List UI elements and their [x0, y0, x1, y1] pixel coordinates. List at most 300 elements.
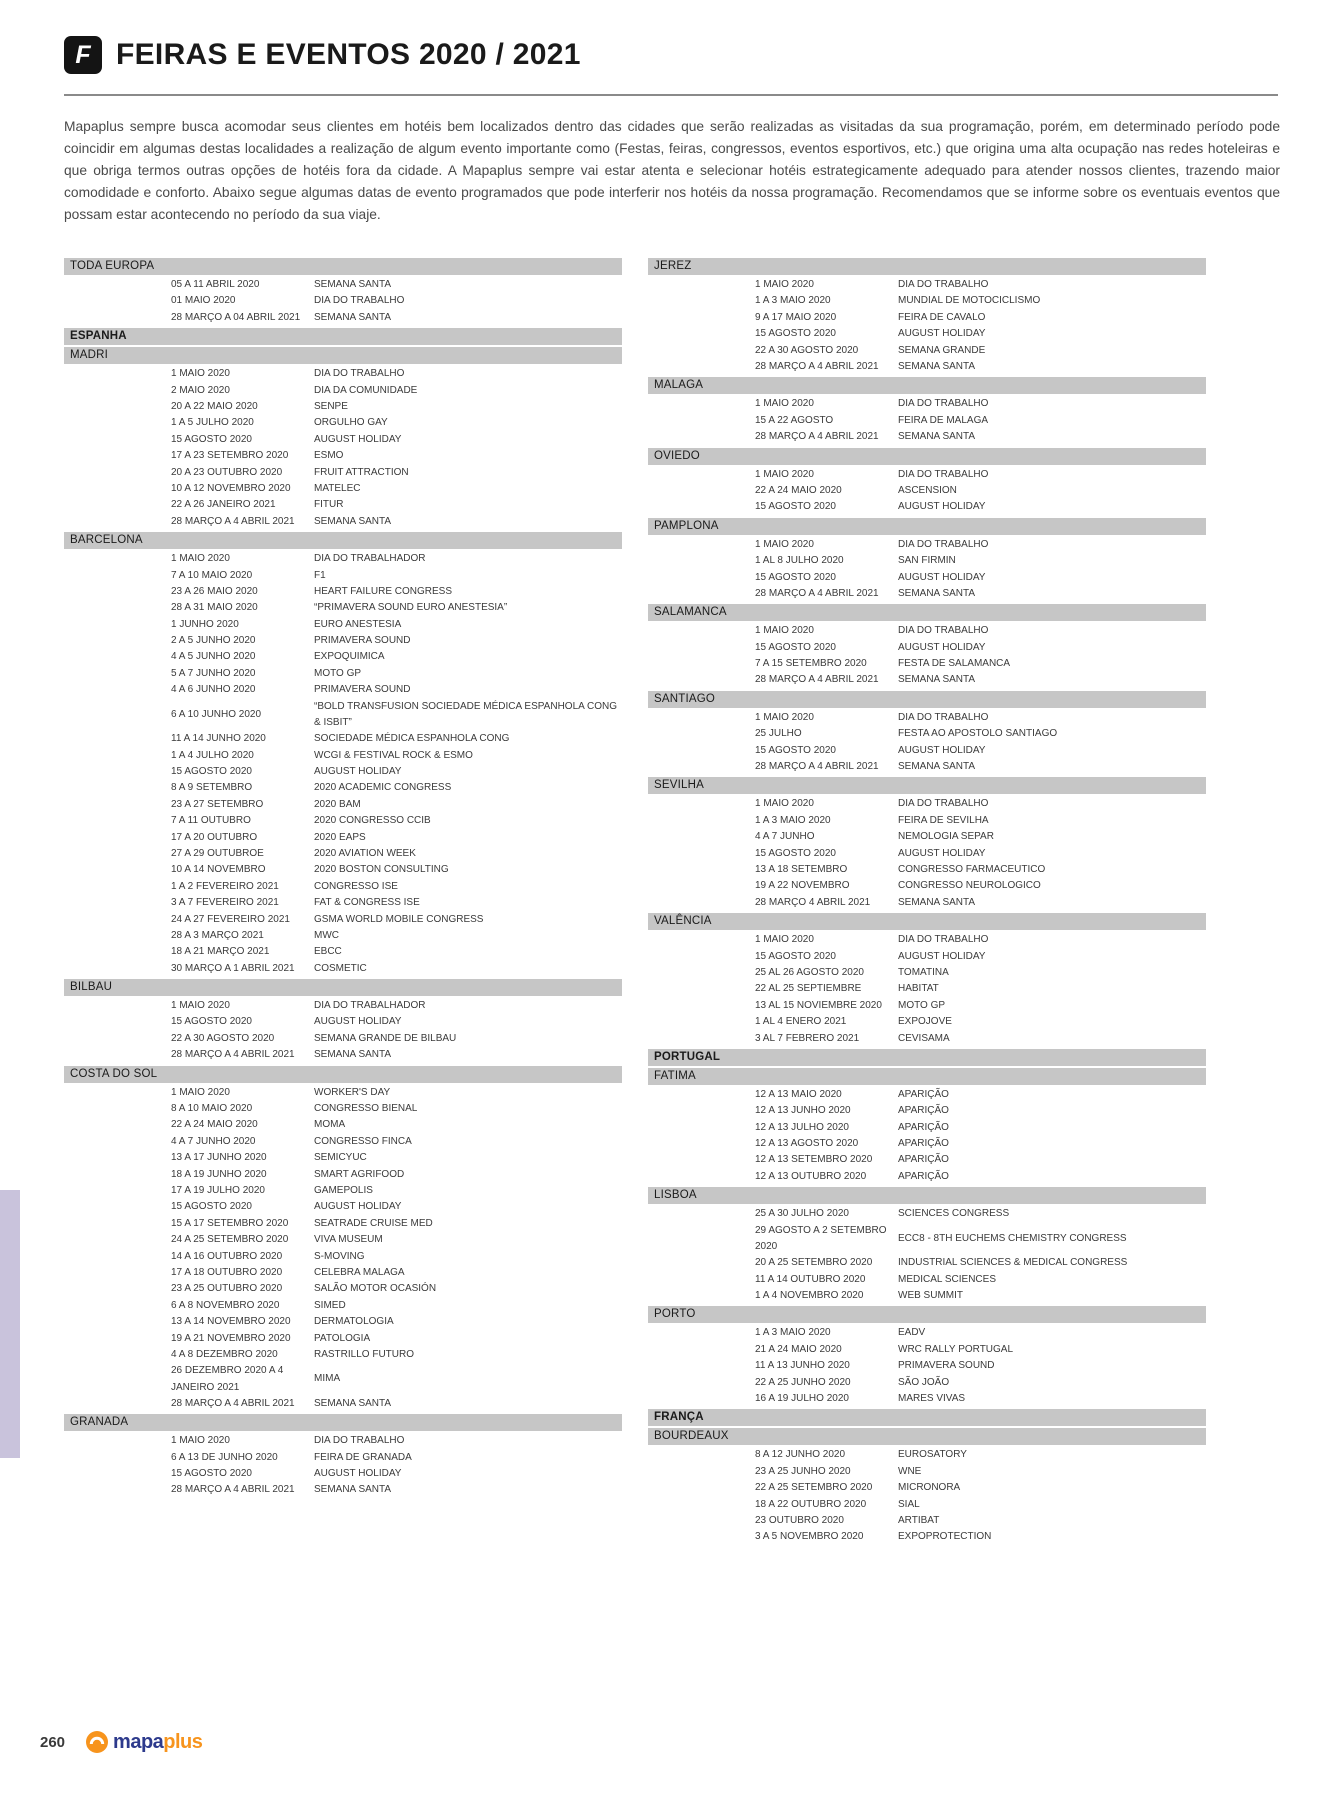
event-row [648, 359, 1206, 375]
event-date: 20 A 23 OUTUBRO 2020 [171, 466, 283, 478]
mapaplus-logo-icon [85, 1730, 109, 1754]
event-row [64, 1014, 622, 1030]
event-date: 17 A 19 JULHO 2020 [171, 1185, 265, 1196]
event-name: SEMANA GRANDE DE BILBAU [314, 1032, 457, 1044]
event-name: AUGUST HOLIDAY [898, 847, 986, 859]
event-date: 15 AGOSTO 2020 [171, 766, 252, 778]
event-row [64, 366, 622, 382]
event-name: 2020 EAPS [314, 831, 366, 843]
event-row [64, 879, 622, 895]
event-name: APARIÇÃO [898, 1121, 949, 1133]
event-row [648, 1288, 1206, 1304]
event-name: MWC [314, 929, 339, 941]
event-date: 12 A 13 SETEMBRO 2020 [755, 1154, 873, 1166]
event-name: EXPOJOVE [898, 1016, 952, 1028]
event-row [64, 1249, 622, 1265]
event-name: SEATRADE CRUISE MED [314, 1217, 433, 1229]
event-row [64, 1314, 622, 1330]
event-date: 19 A 22 NOVEMBRO [755, 880, 850, 892]
event-name: FESTA AO APOSTOLO SANTIAGO [898, 728, 1058, 740]
event-name: 2020 BOSTON CONSULTING [314, 864, 449, 876]
event-name: 2020 ACADEMIC CONGRESS [314, 782, 452, 794]
event-date: 28 MARÇO A 4 ABRIL 2021 [171, 1049, 295, 1061]
event-row [648, 1223, 1206, 1256]
event-name: SEMANA SANTA [898, 431, 976, 443]
event-row [64, 1183, 622, 1199]
section-porto [648, 1306, 1206, 1407]
event-row [648, 1169, 1206, 1185]
section-header-pamplona: PAMPLONA [648, 518, 1206, 535]
event-date: 12 A 13 JULHO 2020 [755, 1121, 849, 1133]
event-date: 27 A 29 OUTUBROE [171, 847, 264, 859]
section-granada [64, 1414, 622, 1499]
event-row [64, 699, 622, 732]
event-name: FEIRA DE MALAGA [898, 414, 989, 426]
event-row [648, 1464, 1206, 1480]
event-name: EUROSATORY [898, 1449, 967, 1461]
event-name: HABITAT [898, 983, 939, 995]
event-date: 4 A 7 JUNHO [755, 831, 815, 843]
event-date: 1 AL 8 JULHO 2020 [755, 555, 844, 567]
event-row [64, 310, 622, 326]
section-header-porto: PORTO [648, 1306, 1206, 1323]
event-name: SEMANA SANTA [314, 311, 392, 323]
section-header-franca: FRANÇA [648, 1409, 1206, 1426]
event-name: PRIMAVERA SOUND [898, 1360, 995, 1372]
section-sevilha [648, 777, 1206, 911]
page-header [64, 36, 581, 74]
event-row [64, 895, 622, 911]
event-date: 15 AGOSTO 2020 [171, 1016, 252, 1028]
page-footer [40, 1730, 202, 1754]
event-row [64, 1047, 622, 1063]
section-header-toda-europa: TODA EUROPA [64, 258, 622, 275]
event-name: GSMA WORLD MOBILE CONGRESS [314, 913, 484, 925]
event-date: 11 A 14 JUNHO 2020 [171, 733, 266, 745]
event-name: TOMATINA [898, 966, 949, 978]
event-row [648, 623, 1206, 639]
event-row [648, 949, 1206, 965]
event-date: 11 A 13 JUNHO 2020 [755, 1360, 850, 1372]
event-row [64, 1298, 622, 1314]
event-row [64, 1167, 622, 1183]
section-header-bourdeaux: BOURDEAUX [648, 1428, 1206, 1445]
event-row [64, 465, 622, 481]
event-date: 20 A 25 SETEMBRO 2020 [755, 1257, 873, 1269]
event-date: 18 A 19 JUNHO 2020 [171, 1168, 267, 1180]
event-name: SIAL [898, 1498, 920, 1510]
event-row [64, 1363, 622, 1396]
event-name: FEIRA DE GRANADA [314, 1451, 412, 1463]
event-name: ARTIBAT [898, 1514, 940, 1526]
section-santiago [648, 691, 1206, 776]
event-name: MICRONORA [898, 1482, 961, 1494]
event-row [64, 830, 622, 846]
event-row [64, 748, 622, 764]
event-name: APARIÇÃO [898, 1170, 949, 1182]
event-date: 28 MARÇO A 4 ABRIL 2021 [755, 761, 879, 773]
event-row [64, 1117, 622, 1133]
event-name: 2020 CONGRESSO CCIB [314, 815, 431, 827]
event-date: 2 MAIO 2020 [171, 384, 230, 396]
event-date: 25 A 30 JULHO 2020 [755, 1208, 849, 1220]
event-date: 28 A 3 MARÇO 2021 [171, 929, 264, 941]
event-row [64, 567, 622, 583]
event-name: GAMEPOLIS [314, 1185, 373, 1196]
event-name: DIA DO TRABALHO [898, 798, 989, 810]
event-name: CONGRESSO NEUROLOGICO [898, 880, 1041, 892]
event-name: DIA DO TRABALHO [898, 538, 989, 550]
event-date: 26 DEZEMBRO 2020 A 4 JANEIRO 2021 [171, 1365, 284, 1393]
event-date: 1 MAIO 2020 [755, 538, 814, 550]
event-row [64, 1085, 622, 1101]
event-date: 13 A 18 SETEMBRO [755, 863, 848, 875]
section-header-jerez: JEREZ [648, 258, 1206, 275]
event-name: SMART AGRIFOOD [314, 1168, 405, 1180]
event-name: SEMANA SANTA [898, 361, 976, 372]
section-header-espanha: ESPANHA [64, 328, 622, 345]
event-row [648, 499, 1206, 515]
event-date: 1 MAIO 2020 [171, 368, 230, 380]
event-name: AUGUST HOLIDAY [314, 766, 402, 778]
event-date: 15 A 17 SETEMBRO 2020 [171, 1217, 289, 1229]
event-date: 4 A 5 JUNHO 2020 [171, 651, 256, 663]
event-date: 5 A 7 JUNHO 2020 [171, 667, 256, 679]
event-date: 7 A 10 MAIO 2020 [171, 569, 253, 581]
event-name: DIA DO TRABALHO [314, 295, 405, 307]
event-date: 15 AGOSTO 2020 [755, 950, 836, 962]
event-row [648, 981, 1206, 997]
event-date: 6 A 8 NOVEMBRO 2020 [171, 1299, 280, 1311]
event-name: PRIMAVERA SOUND [314, 635, 411, 647]
event-name: AUGUST HOLIDAY [898, 641, 986, 653]
event-row [648, 640, 1206, 656]
event-date: 8 A 9 SETEMBRO [171, 782, 253, 794]
event-date: 22 A 30 AGOSTO 2020 [171, 1032, 275, 1044]
event-row [648, 429, 1206, 445]
event-row [64, 617, 622, 633]
event-name: “PRIMAVERA SOUND EURO ANESTESIA” [314, 602, 508, 614]
event-row [64, 293, 622, 309]
event-date: 15 AGOSTO 2020 [171, 1468, 252, 1480]
section-header-granada: GRANADA [64, 1414, 622, 1431]
event-date: 22 A 25 JUNHO 2020 [755, 1376, 851, 1388]
event-date: 23 OUTUBRO 2020 [755, 1514, 844, 1526]
section-franca [648, 1409, 1206, 1426]
event-row [648, 1375, 1206, 1391]
event-name: EURO ANESTESIA [314, 618, 402, 630]
event-row [64, 1450, 622, 1466]
event-name: RASTRILLO FUTURO [314, 1348, 415, 1360]
section-bourdeaux [648, 1428, 1206, 1545]
event-date: 1 MAIO 2020 [755, 468, 814, 480]
page-edge-decoration [0, 1190, 20, 1458]
event-row [64, 731, 622, 747]
page-number: 260 [40, 1733, 66, 1751]
section-header-valencia: VALÊNCIA [648, 913, 1206, 930]
event-name: F1 [314, 569, 326, 581]
event-name: SEMANA SANTA [314, 515, 392, 527]
event-row [64, 846, 622, 862]
event-name: AUGUST HOLIDAY [898, 744, 986, 756]
section-header-madri: MADRI [64, 347, 622, 364]
event-row [64, 961, 622, 977]
section-header-barcelona: BARCELONA [64, 532, 622, 549]
event-name: SÃO JOÃO [898, 1376, 950, 1388]
event-name: SOCIEDADE MÉDICA ESPANHOLA CONG [314, 733, 510, 745]
event-row [648, 310, 1206, 326]
event-date: 7 A 11 OUTUBRO [171, 815, 251, 827]
event-date: 28 A 31 MAIO 2020 [171, 602, 258, 614]
event-name: MARES VIVAS [898, 1392, 966, 1404]
event-row [648, 293, 1206, 309]
event-row [648, 796, 1206, 812]
event-name: APARIÇÃO [898, 1105, 949, 1117]
event-row [64, 1031, 622, 1047]
event-date: 28 MARÇO A 4 ABRIL 2021 [755, 431, 879, 443]
event-name: APARIÇÃO [898, 1154, 949, 1166]
section-oviedo [648, 448, 1206, 516]
event-name: WCGI & FESTIVAL ROCK & ESMO [314, 749, 473, 761]
event-row [648, 1358, 1206, 1374]
event-name: SEMANA SANTA [314, 279, 392, 291]
event-date: 4 A 6 JUNHO 2020 [171, 684, 256, 696]
event-date: 1 MAIO 2020 [755, 398, 814, 410]
event-name: AUGUST HOLIDAY [898, 950, 986, 962]
event-name: DIA DO TRABALHO [314, 368, 405, 380]
event-name: MOMA [314, 1119, 346, 1131]
event-date: 23 A 25 JUNHO 2020 [755, 1465, 851, 1477]
event-date: 30 MARÇO A 1 ABRIL 2021 [171, 962, 295, 974]
event-row [648, 553, 1206, 569]
event-date: 21 A 24 MAIO 2020 [755, 1343, 842, 1355]
event-date: 15 AGOSTO 2020 [171, 1201, 252, 1213]
event-name: SEMANA SANTA [898, 896, 976, 908]
event-row [648, 1391, 1206, 1407]
event-name: CELEBRA MALAGA [314, 1266, 405, 1278]
event-row [64, 1150, 622, 1166]
event-row [648, 1014, 1206, 1030]
event-row [64, 514, 622, 530]
event-name: WRC RALLY PORTUGAL [898, 1343, 1014, 1355]
event-row [648, 862, 1206, 878]
event-date: 13 A 14 NOVEMBRO 2020 [171, 1316, 291, 1328]
event-date: 17 A 18 OUTUBRO 2020 [171, 1266, 283, 1278]
event-row [648, 846, 1206, 862]
event-row [64, 682, 622, 698]
event-row [64, 1482, 622, 1498]
event-name: MOTO GP [314, 667, 362, 679]
event-name: “BOLD TRANSFUSION SOCIEDADE MÉDICA ESPANHOLA CONG & ISBIT” [314, 700, 618, 728]
event-row [64, 862, 622, 878]
event-name: DIA DO TRABALHO [898, 279, 989, 291]
event-name: SCIENCES CONGRESS [898, 1208, 1010, 1220]
section-costa-do-sol [64, 1066, 622, 1413]
event-name: AUGUST HOLIDAY [314, 1016, 402, 1028]
event-row [64, 1232, 622, 1248]
event-row [64, 415, 622, 431]
event-row [648, 586, 1206, 602]
event-name: DERMATOLOGIA [314, 1316, 394, 1328]
event-date: 28 MARÇO A 4 ABRIL 2021 [171, 515, 295, 527]
events-column-right [648, 256, 1206, 1546]
events-table [64, 256, 1206, 1546]
event-name: AUGUST HOLIDAY [314, 1201, 402, 1213]
event-date: 1 MAIO 2020 [755, 798, 814, 810]
event-name: FEIRA DE CAVALO [898, 311, 986, 323]
event-name: ECC8 - 8TH EUCHEMS CHEMISTRY CONGRESS [898, 1232, 1127, 1244]
event-row [64, 600, 622, 616]
event-row [648, 277, 1206, 293]
event-row [64, 1265, 622, 1281]
section-header-salamanca: SALAMANCA [648, 604, 1206, 621]
event-row [648, 1529, 1206, 1545]
event-date: 28 MARÇO A 4 ABRIL 2021 [755, 587, 879, 599]
event-name: CONGRESSO FINCA [314, 1135, 412, 1147]
section-header-oviedo: OVIEDO [648, 448, 1206, 465]
event-date: 8 A 10 MAIO 2020 [171, 1103, 253, 1115]
event-name: CONGRESSO ISE [314, 880, 398, 892]
event-date: 18 A 21 MARÇO 2021 [171, 946, 270, 958]
event-name: CONGRESSO BIENAL [314, 1103, 418, 1115]
event-date: 05 A 11 ABRIL 2020 [171, 279, 260, 291]
event-name: DIA DO TRABALHADOR [314, 1000, 426, 1012]
event-date: 25 JULHO [755, 728, 802, 740]
event-row [64, 1433, 622, 1449]
event-name: FEIRA DE SEVILHA [898, 814, 989, 826]
event-date: 1 AL 4 ENERO 2021 [755, 1016, 847, 1028]
event-date: 12 A 13 JUNHO 2020 [755, 1105, 851, 1117]
event-row [64, 432, 622, 448]
event-date: 2 A 5 JUNHO 2020 [171, 635, 256, 647]
event-name: SEMANA GRANDE [898, 344, 986, 356]
event-name: FAT & CONGRESS ISE [314, 897, 420, 909]
event-row [64, 1134, 622, 1150]
event-name: SIMED [314, 1299, 346, 1311]
event-row [64, 584, 622, 600]
section-madri [64, 347, 622, 530]
event-date: 1 MAIO 2020 [755, 934, 814, 946]
event-date: 8 A 12 JUNHO 2020 [755, 1449, 846, 1461]
event-date: 1 A 3 MAIO 2020 [755, 814, 831, 826]
event-name: APARIÇÃO [898, 1138, 949, 1150]
event-date: 3 AL 7 FEBRERO 2021 [755, 1032, 860, 1044]
event-row [648, 343, 1206, 359]
event-row [64, 928, 622, 944]
event-name: S-MOVING [314, 1250, 365, 1262]
event-date: 28 MARÇO A 4 ABRIL 2021 [171, 1397, 295, 1409]
event-date: 6 A 10 JUNHO 2020 [171, 708, 262, 720]
event-name: SALÃO MOTOR OCASIÓN [314, 1283, 437, 1295]
event-name: DIA DO TRABALHO [898, 625, 989, 637]
section-header-fatima: FATIMA [648, 1068, 1206, 1085]
event-name: MATELEC [314, 482, 361, 494]
event-date: 15 AGOSTO 2020 [755, 501, 836, 513]
event-date: 11 A 14 OUTUBRO 2020 [755, 1273, 866, 1285]
event-date: 22 A 25 SETEMBRO 2020 [755, 1482, 873, 1494]
event-date: 1 MAIO 2020 [755, 625, 814, 637]
event-name: DIA DO TRABALHO [314, 1435, 405, 1447]
event-row [64, 998, 622, 1014]
event-name: INDUSTRIAL SCIENCES & MEDICAL CONGRESS [898, 1257, 1128, 1269]
event-row [648, 1030, 1206, 1046]
event-date: 17 A 20 OUTUBRO [171, 831, 258, 843]
event-name: EXPOPROTECTION [898, 1531, 992, 1543]
event-name: DIA DO TRABALHO [898, 711, 989, 723]
event-date: 1 A 4 NOVEMBRO 2020 [755, 1290, 864, 1301]
event-date: 4 A 8 DEZEMBRO 2020 [171, 1348, 278, 1360]
event-name: FITUR [314, 499, 344, 511]
event-date: 12 A 13 AGOSTO 2020 [755, 1138, 859, 1150]
event-row [64, 383, 622, 399]
event-name: APARIÇÃO [898, 1088, 949, 1100]
event-name: AUGUST HOLIDAY [898, 571, 986, 583]
event-row [64, 666, 622, 682]
page-title: FEIRAS E EVENTOS 2020 / 2021 [116, 38, 581, 71]
mapaplus-logo [85, 1730, 202, 1754]
event-row [64, 813, 622, 829]
event-row [648, 1325, 1206, 1341]
event-name: DIA DA COMUNIDADE [314, 384, 418, 396]
event-date: 12 A 13 OUTUBRO 2020 [755, 1170, 867, 1182]
event-date: 23 A 26 MAIO 2020 [171, 585, 258, 597]
event-date: 28 MARÇO 4 ABRIL 2021 [755, 896, 871, 908]
event-name: AUGUST HOLIDAY [898, 328, 986, 340]
event-name: FRUIT ATTRACTION [314, 466, 409, 478]
event-row [648, 1342, 1206, 1358]
section-header-sevilha: SEVILHA [648, 777, 1206, 794]
event-row [64, 481, 622, 497]
event-row [648, 1513, 1206, 1529]
event-date: 19 A 21 NOVEMBRO 2020 [171, 1332, 291, 1344]
section-header-bilbau: BILBAU [64, 979, 622, 996]
event-date: 1 A 5 JULHO 2020 [171, 417, 254, 429]
event-name: SEMANA SANTA [314, 1484, 392, 1496]
event-date: 22 A 24 MAIO 2020 [171, 1119, 258, 1131]
event-row [648, 759, 1206, 775]
event-date: 20 A 22 MAIO 2020 [171, 401, 258, 412]
event-date: 15 AGOSTO 2020 [755, 328, 836, 340]
event-date: 1 MAIO 2020 [755, 279, 814, 291]
event-row [64, 780, 622, 796]
event-date: 12 A 13 MAIO 2020 [755, 1088, 842, 1100]
event-name: SEMANA SANTA [898, 674, 976, 686]
event-name: AUGUST HOLIDAY [314, 1468, 402, 1480]
event-date: 28 MARÇO A 4 ABRIL 2021 [171, 1484, 295, 1496]
event-row [64, 1396, 622, 1412]
event-row [648, 1272, 1206, 1288]
event-date: 15 AGOSTO 2020 [755, 571, 836, 583]
event-name: NEMOLOGIA SEPAR [898, 831, 994, 843]
event-name: MEDICAL SCIENCES [898, 1273, 996, 1285]
section-valencia [648, 913, 1206, 1047]
event-name: EXPOQUIMICA [314, 651, 385, 663]
event-row [648, 932, 1206, 948]
event-date: 1 A 3 MAIO 2020 [755, 1327, 831, 1339]
event-name: 2020 BAM [314, 798, 361, 810]
event-row [648, 965, 1206, 981]
intro-paragraph: Mapaplus sempre busca acomodar seus clientes em hotéis bem localizados dentro das cidades que serão realizadas as visitadas da sua programação, porém, em determinado período pode coincidir em algumas destas localidades a realização de algum evento importante como (Festas, feiras, congressos, eventos esportivos, etc.) que origina uma alta ocupação nas redes hoteleiras e que obriga termos outras opções de hotéis fora da cidade. A Mapaplus sempre vai estar atenta e selecionar hotéis estrategicamente adequado para atender nossos clientes, trazendo maior comodidade e conforto. Abaixo segue algumas datas de evento programados que pode interferir nos hotéis da nossa programação. Recomendamos que se informe sobre os eventuais eventos que possam estar acontecendo no período da sua viaje. [64, 119, 1280, 223]
event-date: 28 MARÇO A 4 ABRIL 2021 [755, 674, 879, 686]
event-date: 24 A 27 FEVEREIRO 2021 [171, 913, 290, 925]
event-row [648, 1103, 1206, 1119]
section-bilbau [64, 979, 622, 1064]
event-row [648, 483, 1206, 499]
event-row [64, 1466, 622, 1482]
event-name: SENPE [314, 401, 348, 412]
event-name: CONGRESSO FARMACEUTICO [898, 863, 1046, 875]
event-row [648, 326, 1206, 342]
